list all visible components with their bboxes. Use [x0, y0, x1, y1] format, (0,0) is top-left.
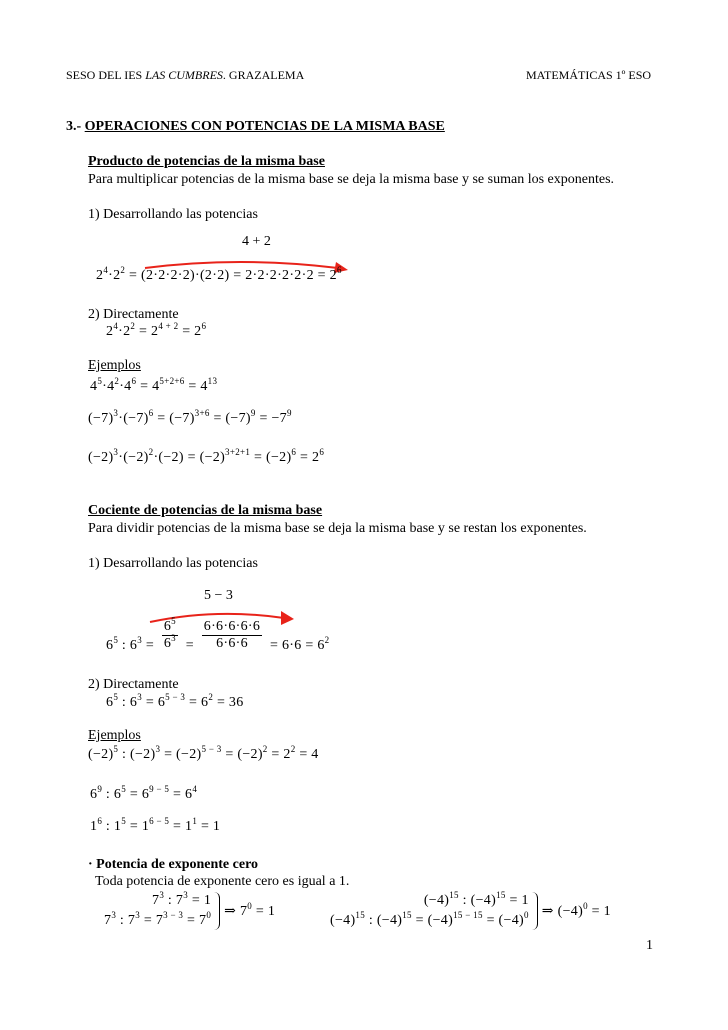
school-suffix: . GRAZALEMA [222, 68, 305, 82]
cociente-arrow-label: 5 − 3 [204, 588, 233, 603]
page-header-school [66, 68, 304, 83]
producto-ejemplo-1: $4^5\cdot 4^2\cdot 4^6 = 4^{5+2+6} = 4^{13}$ [90, 376, 218, 394]
producto-arrow-label: 4 + 2 [242, 234, 271, 249]
cero-title: · Potencia de exponente cero [88, 857, 259, 872]
cero-ejemplo-1: $7^3$ : $7^3 = 1$ $7^3$ : $7^3 = 7^{3 - 3} = 7^0$ ⇒ $7^0 = 1$ [104, 890, 276, 928]
page-header-subject: MATEMÁTICAS 1º ESO [526, 68, 652, 82]
producto-formula-1: $2^4\cdot 2^2 = (2\cdot 2\cdot 2\cdot 2)\cdot(2\cdot 2) = 2\cdot 2\cdot 2\cdot 2\cdot 2\cdot 2 = 2^6$ [96, 265, 342, 283]
cociente-ejemplo-2: $6^9$ : $6^5 = 6^{9 - 5} = 6^4$ [90, 784, 198, 802]
cociente-ejemplos: Ejemplos [88, 728, 141, 743]
producto-ejemplo-2: $(-7)^3\cdot(-7)^6 = (-7)^{3+6} = (-7)^9 = -7^9$ [88, 408, 292, 426]
producto-formula-2: $2^4\cdot 2^2 = 2^{4 + 2} = 2^6$ [106, 321, 207, 339]
cociente-title: Cociente de potencias de la misma base [88, 503, 323, 518]
producto-step1: 1) Desarrollando las potencias [88, 207, 258, 222]
cociente-ejemplo-1: $(-2)^5$ : $(-2)^3 = (-2)^{5 - 3} = (-2)^2 = 2^2 = 4$ [88, 744, 319, 762]
school-prefix: SESO DEL IES [66, 68, 146, 82]
section-number: 3.- [66, 119, 85, 134]
cociente-formula-1: $6^5$ : $6^3$ = $\frac{6^5}{6^3}$ = $\frac{6\cdot 6\cdot 6\cdot 6\cdot 6}{6\cdot 6\cdot 6}$ = $6\cdot 6 = 6^2$ [106, 616, 330, 653]
section-title [66, 119, 445, 135]
producto-ejemplos: Ejemplos [88, 358, 141, 373]
producto-step2: 2) Directamente [88, 307, 179, 322]
section-title-text: OPERACIONES CON POTENCIAS DE LA MISMA BASE [84, 119, 445, 134]
cociente-step2: 2) Directamente [88, 677, 179, 692]
cociente-rule: Para dividir potencias de la misma base se deja la misma base y se restan los exponentes. [88, 521, 587, 536]
producto-ejemplo-3: $(-2)^3\cdot(-2)^2\cdot(-2) = (-2)^{3+2+1} = (-2)^6 = 2^6$ [88, 447, 325, 465]
cero-rule: Toda potencia de exponente cero es igual a 1. [95, 874, 350, 889]
school-name: LAS CUMBRES [145, 68, 223, 82]
page-number: 1 [646, 938, 653, 953]
cociente-ejemplo-3: $1^6$ : $1^5 = 1^{6 - 5} = 1^1 = 1$ [90, 816, 221, 834]
producto-title: Producto de potencias de la misma base [88, 154, 325, 169]
cociente-step1: 1) Desarrollando las potencias [88, 556, 258, 571]
producto-rule: Para multiplicar potencias de la misma base se deja la misma base y se suman los exponentes. [88, 172, 615, 187]
cero-ejemplo-2: $(-4)^{15}$ : $(-4)^{15} = 1$ $(-4)^{15}$ : $(-4)^{15} = (-4)^{15 - 15} = (-4)^0$ ⇒ $(-4)^0 = 1$ [330, 890, 611, 928]
cociente-formula-2: $6^5$ : $6^3 = 6^{5 - 3} = 6^2 = 36$ [106, 692, 244, 710]
